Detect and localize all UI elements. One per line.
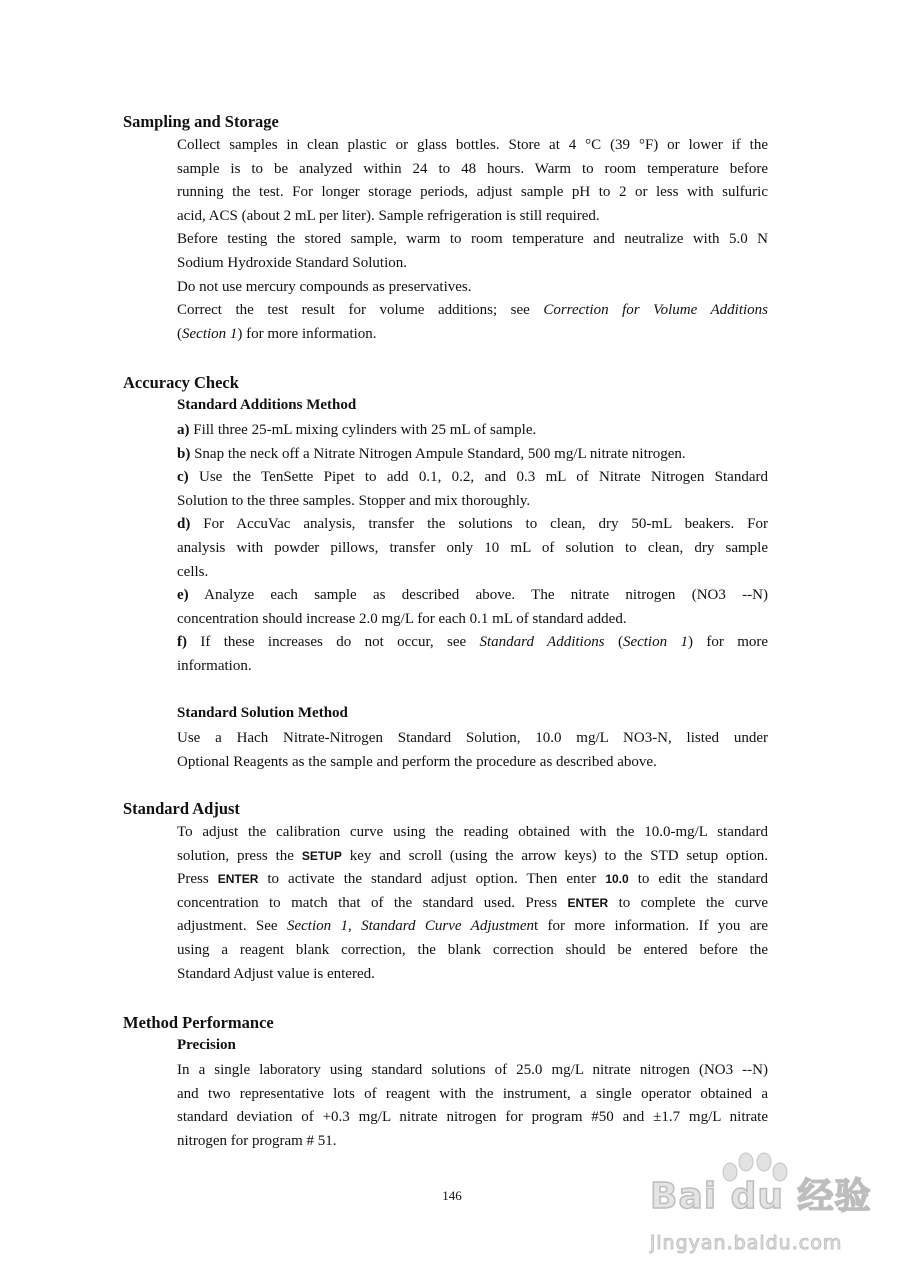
heading-standard-adjust: Standard Adjust	[123, 799, 240, 818]
text-line: Standard Adjust value is entered.	[177, 965, 375, 982]
page-number: 146	[442, 1188, 462, 1203]
paragraph-standard-solution	[177, 727, 768, 774]
text-line: information.	[177, 657, 252, 674]
text-line: running the test. For longer storage periods, adjust sample pH to 2 or less with sulfuric	[177, 184, 768, 201]
text-line: and two representative lots of reagent with the instrument, a single operator obtained a	[177, 1085, 768, 1102]
text-line: acid, ACS (about 2 mL per liter). Sample refrigeration is still required.	[177, 207, 600, 224]
italic-reference: Correction for Volume Additions	[543, 302, 769, 319]
paragraph-sampling	[177, 134, 768, 346]
text-line: Correct the test result for volume additions; see Correction for Volume Additions	[177, 302, 769, 319]
enter-key-label: ENTER	[567, 895, 609, 910]
text-line: adjustment. See Section 1, Standard Curve Adjustment for more information. If you are	[177, 918, 769, 935]
text-line: analysis with powder pillows, transfer only 10 mL of solution to clean, dry sample	[177, 539, 768, 556]
text-line: nitrogen for program # 51.	[177, 1132, 337, 1149]
text-line: concentration should increase 2.0 mg/L for each 0.1 mL of standard added.	[177, 610, 627, 627]
setup-key-label: SETUP	[301, 848, 342, 863]
enter-key-label: ENTER	[217, 872, 259, 887]
baidu-watermark	[640, 1150, 890, 1270]
italic-reference: Section 1	[182, 325, 238, 342]
text-line: Sodium Hydroxide Standard Solution.	[177, 254, 407, 271]
paragraph-standard-additions	[177, 419, 768, 679]
step-c: c) Use the TenSette Pipet to add 0.1, 0.2, and 0.3 mL of Nitrate Nitrogen Standard	[177, 469, 768, 486]
subheading-standard-solution: Standard Solution Method	[177, 705, 348, 721]
heading-sampling-storage: Sampling and Storage	[123, 112, 279, 131]
step-f: f) If these increases do not occur, see Standard Additions (Section 1) for more	[177, 634, 769, 651]
text-line: standard deviation of +0.3 mg/L nitrate nitrogen for program #50 and ±1.7 mg/L nitrate	[177, 1109, 768, 1126]
text-line: Use a Hach Nitrate-Nitrogen Standard Solution, 10.0 mg/L NO3-N, listed under	[177, 730, 768, 746]
text-line: sample is to be analyzed within 24 to 48 hours. Warm to room temperature before	[177, 160, 768, 177]
text-line: Optional Reagents as the sample and perform the procedure as described above.	[177, 753, 657, 770]
text-line: Before testing the stored sample, warm to room temperature and neutralize with 5.0 N	[177, 231, 768, 248]
text-line: concentration to match that of the standard used. Press ENTER to complete the curve	[177, 894, 769, 911]
paragraph-precision	[177, 1059, 768, 1153]
subheading-precision: Precision	[177, 1037, 236, 1053]
text-line: solution, press the SETUP key and scroll (using the arrow keys) to the STD setup option.	[177, 847, 769, 864]
text-line: Collect samples in clean plastic or glass bottles. Store at 4 °C (39 °F) or lower if the	[177, 137, 768, 153]
paragraph-standard-adjust	[177, 821, 768, 986]
value-key-label: 10.0	[605, 872, 629, 887]
text-line: Do not use mercury compounds as preservatives.	[177, 278, 472, 295]
text-line: cells.	[177, 563, 209, 580]
step-d: d) For AccuVac analysis, transfer the solutions to clean, dry 50-mL beakers. For	[177, 516, 768, 533]
heading-accuracy-check: Accuracy Check	[123, 373, 239, 392]
text-line: using a reagent blank correction, the blank correction should be entered before the	[177, 941, 768, 958]
step-a: a) Fill three 25-mL mixing cylinders with 25 mL of sample.	[177, 422, 537, 438]
step-b: b) Snap the neck off a Nitrate Nitrogen Ampule Standard, 500 mg/L nitrate nitrogen.	[177, 445, 686, 462]
text-line: (Section 1) for more information.	[177, 325, 377, 342]
heading-method-performance: Method Performance	[123, 1013, 274, 1032]
watermark-logo: Bai du 经验	[650, 1176, 872, 1217]
subheading-standard-additions: Standard Additions Method	[177, 397, 357, 413]
step-e: e) Analyze each sample as described above. The nitrate nitrogen (NO3 --N)	[177, 587, 768, 604]
text-line: In a single laboratory using standard solutions of 25.0 mg/L nitrate nitrogen (NO3 --N)	[177, 1062, 768, 1078]
text-line: To adjust the calibration curve using the reading obtained with the 10.0-mg/L standard	[177, 824, 768, 840]
text-line: Press ENTER to activate the standard adjust option. Then enter 10.0 to edit the standard	[177, 871, 769, 888]
watermark-url: jingyan.baidu.com	[650, 1232, 843, 1254]
text-line: Solution to the three samples. Stopper and mix thoroughly.	[177, 492, 531, 509]
